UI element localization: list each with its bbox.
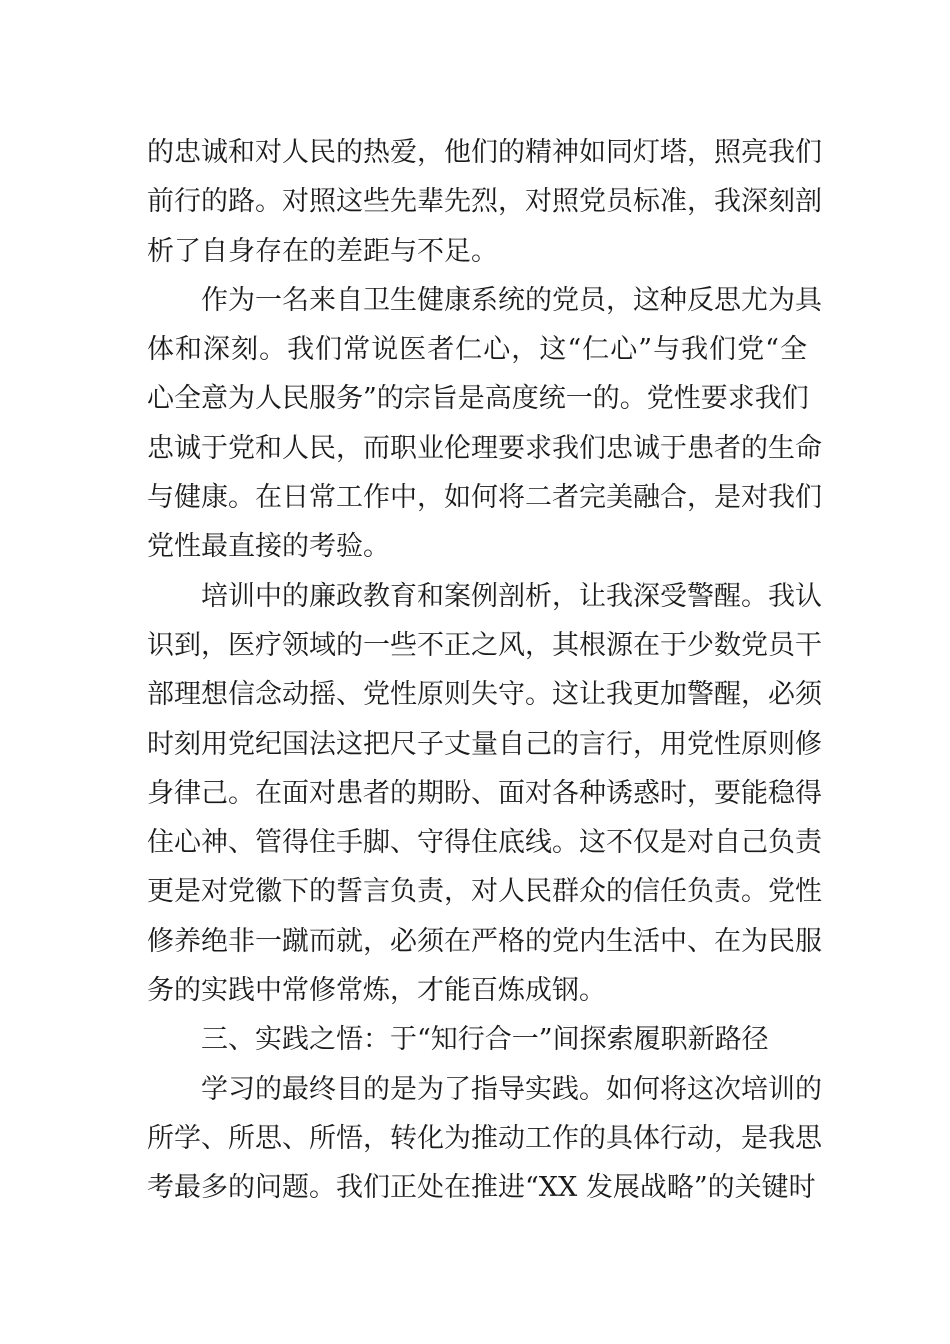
paragraph-line: 所学、所思、所悟，转化为推动工作的具体行动，是我思 bbox=[147, 1122, 822, 1154]
paragraph-line: 修养绝非一蹴而就，必须在严格的党内生活中、在为民服 bbox=[147, 925, 822, 957]
paragraph-line: 心全意为人民服务”的宗旨是高度统一的。党性要求我们 bbox=[147, 383, 809, 415]
paragraph-line: 析了自身存在的差距与不足。 bbox=[147, 235, 498, 267]
paragraph-line: 考最多的问题。我们正处在推进“XX 发展战略”的关键时 bbox=[147, 1172, 816, 1204]
paragraph-line: 更是对党徽下的誓言负责，对人民群众的信任负责。党性 bbox=[147, 876, 822, 908]
paragraph-line: 身律己。在面对患者的期盼、面对各种诱惑时，要能稳得 bbox=[147, 777, 822, 809]
paragraph-line: 时刻用党纪国法这把尺子丈量自己的言行，用党性原则修 bbox=[147, 728, 822, 760]
paragraph-line: 的忠诚和对人民的热爱，他们的精神如同灯塔，照亮我们 bbox=[147, 137, 822, 168]
paragraph-line: 与健康。在日常工作中，如何将二者完美融合，是对我们 bbox=[147, 482, 822, 514]
paragraph-line: 忠诚于党和人民，而职业伦理要求我们忠诚于患者的生命 bbox=[147, 432, 822, 464]
paragraph-line: 党性最直接的考验。 bbox=[147, 531, 390, 563]
paragraph-line: 住心神、管得住手脚、守得住底线。这不仅是对自己负责 bbox=[147, 827, 822, 859]
paragraph-line: 体和深刻。我们常说医者仁心，这“仁心”与我们党“全 bbox=[147, 334, 807, 366]
paragraph-line: 前行的路。对照这些先辈先烈，对照党员标准，我深刻剖 bbox=[147, 186, 822, 218]
document-body bbox=[147, 128, 822, 1213]
paragraph-line: 务的实践中常修常炼，才能百炼成钢。 bbox=[147, 975, 606, 1007]
paragraph-line: 部理想信念动摇、党性原则失守。这让我更加警醒，必须 bbox=[147, 679, 822, 711]
paragraph-line: 识到，医疗领域的一些不正之风，其根源在于少数党员干 bbox=[147, 629, 822, 661]
paragraph-line: 培训中的廉政教育和案例剖析，让我深受警醒。我认 bbox=[201, 580, 822, 612]
paragraph-line: 作为一名来自卫生健康系统的党员，这种反思尤为具 bbox=[201, 284, 822, 316]
paragraph-line: 学习的最终目的是为了指导实践。如何将这次培训的 bbox=[201, 1073, 822, 1105]
section-heading: 三、实践之悟：于“知行合一”间探索履职新路径 bbox=[201, 1024, 769, 1056]
